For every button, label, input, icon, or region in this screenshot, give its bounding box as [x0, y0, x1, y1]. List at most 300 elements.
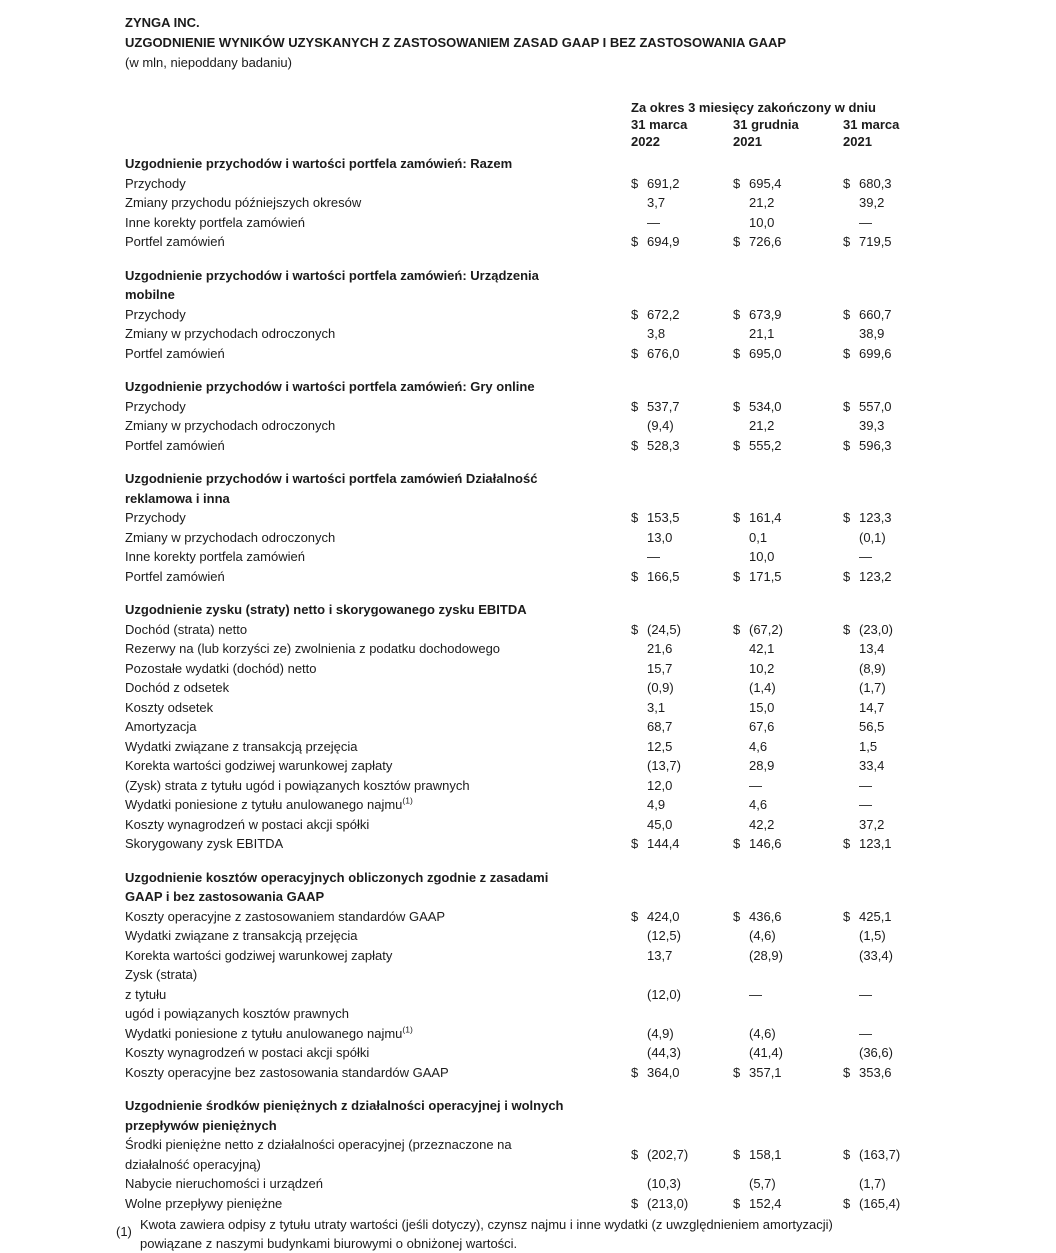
row-label-line: [125, 776, 631, 796]
footnote-text: [140, 1215, 833, 1253]
table-row: [125, 659, 1056, 679]
value-text: 12,0: [647, 777, 673, 793]
value-cell: [843, 620, 943, 640]
value-text: 528,3: [647, 437, 680, 453]
dollar-sign: $: [843, 345, 851, 361]
column-date-headers: [631, 116, 1056, 150]
dollar-sign: [631, 815, 647, 835]
dollar-sign: $: [631, 510, 639, 525]
table-row: [125, 756, 1056, 776]
value-cell: [843, 508, 943, 528]
value-cell: [733, 397, 843, 417]
dollar-sign: $: [843, 510, 851, 525]
row-label: [125, 213, 631, 233]
column-header-3: [843, 116, 943, 150]
value-text: 0,1: [749, 529, 768, 545]
value-cell: [631, 1024, 733, 1044]
table-row: [125, 907, 1056, 927]
column-header-3-line1: 31 marca: [843, 117, 900, 132]
row-label-text: Portfel zamówień: [125, 234, 225, 249]
table-row: [125, 528, 1056, 548]
row-label-text: Skorygowany zysk EBITDA: [125, 836, 284, 851]
value-text: 424,0: [647, 908, 680, 924]
dollar-sign: [733, 193, 749, 213]
dollar-sign: [843, 926, 859, 946]
row-label-line: [125, 1155, 631, 1175]
dollar-sign: $: [631, 908, 639, 924]
row-label-line: [125, 985, 631, 1005]
dollar-sign: [843, 416, 859, 436]
dollar-sign: $: [631, 345, 639, 361]
dollar-sign: $: [733, 1146, 741, 1162]
value-cell: [843, 547, 943, 567]
row-label: [125, 946, 631, 966]
value-cell: [733, 305, 843, 325]
dollar-sign: [843, 698, 859, 718]
value-text: —: [859, 549, 872, 564]
value-text: 21,6: [647, 641, 673, 656]
value-cell: [631, 907, 733, 927]
dollar-sign: [631, 1024, 647, 1044]
value-cell: [631, 678, 733, 698]
value-cell: [733, 1024, 843, 1044]
value-text: (9,4): [647, 418, 674, 433]
value-cell: [843, 698, 943, 718]
value-cell: [733, 436, 843, 456]
row-label-line: [125, 547, 631, 567]
row-label-text: Dochód z odsetek: [125, 680, 230, 695]
section-title-line: reklamowa i inna: [125, 490, 230, 506]
value-cell: [843, 305, 943, 325]
value-cell: [631, 174, 733, 194]
column-header-2: [733, 116, 843, 150]
row-label-text: Portfel zamówień: [125, 568, 225, 584]
value-text: 68,7: [647, 719, 673, 734]
row-label-text: Zmiany w przychodach odroczonych: [125, 529, 336, 545]
row-label-text: Amortyzacja: [125, 719, 197, 734]
value-text: (202,7): [647, 1146, 689, 1162]
value-text: 364,0: [647, 1064, 680, 1080]
dollar-sign: [843, 324, 859, 344]
footnote-ref: (1): [402, 1024, 413, 1035]
value-text: 123,2: [859, 568, 892, 584]
dollar-sign: $: [631, 1195, 639, 1211]
value-text: —: [749, 986, 762, 1002]
row-label-text: Korekta wartości godziwej warunkowej zapłaty: [125, 947, 393, 963]
row-label-line: [125, 756, 631, 776]
value-cell: [733, 547, 843, 567]
value-text: (165,4): [859, 1195, 901, 1211]
value-cell: [843, 1063, 943, 1083]
value-text: 534,0: [749, 398, 782, 414]
row-label-text: działalność operacyjną): [125, 1156, 261, 1172]
value-text: (36,6): [859, 1045, 893, 1060]
table-row: [125, 639, 1056, 659]
row-label: [125, 776, 631, 796]
dollar-sign: [733, 985, 749, 1005]
value-text: (67,2): [749, 621, 783, 637]
row-label: [125, 756, 631, 776]
table-row: [125, 547, 1056, 567]
dollar-sign: $: [631, 398, 639, 414]
value-text: 123,3: [859, 510, 892, 525]
dollar-sign: [843, 717, 859, 737]
table-row: [125, 776, 1056, 796]
row-label-line: [125, 397, 631, 417]
dollar-sign: [843, 985, 859, 1005]
value-text: (8,9): [859, 660, 886, 676]
value-cell: [631, 1174, 733, 1194]
row-label-line: [125, 815, 631, 835]
dollar-sign: [631, 1174, 647, 1194]
dollar-sign: [631, 528, 647, 548]
value-cell: [843, 678, 943, 698]
dollar-sign: $: [631, 1146, 639, 1162]
dollar-sign: [843, 193, 859, 213]
value-cell: [733, 907, 843, 927]
value-text: (10,3): [647, 1176, 681, 1191]
value-cell: [733, 416, 843, 436]
value-text: 153,5: [647, 510, 680, 525]
value-cell: [631, 815, 733, 835]
value-text: 660,7: [859, 306, 892, 322]
dollar-sign: [843, 815, 859, 835]
table-row: [125, 834, 1056, 854]
value-text: 67,6: [749, 719, 775, 734]
value-text: 596,3: [859, 437, 892, 453]
dollar-sign: $: [733, 398, 741, 414]
dollar-sign: $: [631, 306, 639, 322]
row-label-line: [125, 659, 631, 679]
value-text: (41,4): [749, 1045, 783, 1060]
row-label: [125, 547, 631, 567]
row-label-line: [125, 620, 631, 640]
table-section: [125, 469, 1056, 586]
value-cell: [631, 1043, 733, 1063]
dollar-sign: [843, 678, 859, 698]
row-label-line: [125, 508, 631, 528]
value-text: (213,0): [647, 1195, 689, 1211]
value-cell: [631, 324, 733, 344]
dollar-sign: $: [733, 437, 741, 453]
row-label-line: [125, 1174, 631, 1194]
value-cell: [733, 324, 843, 344]
value-cell: [843, 926, 943, 946]
table-row: [125, 698, 1056, 718]
value-cell: [631, 232, 733, 252]
value-cell: [843, 397, 943, 417]
value-cell: [843, 907, 943, 927]
value-cell: [631, 193, 733, 213]
row-label-text: Wolne przepływy pieniężne: [125, 1195, 283, 1211]
value-text: —: [749, 777, 762, 793]
value-text: —: [647, 549, 660, 564]
value-cell: [733, 1174, 843, 1194]
section-title: [125, 1096, 1056, 1135]
row-label-text: z tytułu: [125, 986, 167, 1002]
dollar-sign: [843, 1024, 859, 1044]
document-title: UZGODNIENIE WYNIKÓW UZYSKANYCH Z ZASTOSOWANIEM ZASAD GAAP I BEZ ZASTOSOWANIA GAAP: [125, 35, 787, 50]
value-text: (23,0): [859, 621, 893, 637]
row-label-text: (Zysk) strata z tytułu ugód i powiązanych kosztów prawnych: [125, 777, 470, 793]
value-text: 672,2: [647, 306, 680, 322]
row-label-text: Inne korekty portfela zamówień: [125, 549, 305, 564]
dollar-sign: [733, 1043, 749, 1063]
dollar-sign: $: [843, 621, 851, 637]
value-text: (1,7): [859, 680, 886, 695]
table-section: [125, 1096, 1056, 1213]
row-label-text: Zmiany przychodu późniejszych okresów: [125, 195, 362, 210]
table-row: [125, 620, 1056, 640]
value-cell: [733, 1043, 843, 1063]
value-text: (4,9): [647, 1025, 674, 1041]
column-header-1-line1: 31 marca: [631, 117, 688, 132]
row-label: [125, 678, 631, 698]
value-cell: [631, 436, 733, 456]
value-cell: [631, 737, 733, 757]
value-cell: [843, 1145, 943, 1165]
value-text: 557,0: [859, 398, 892, 414]
row-label-text: Zysk (strata): [125, 967, 198, 982]
dollar-sign: [733, 946, 749, 966]
dollar-sign: [631, 776, 647, 796]
value-text: 353,6: [859, 1064, 892, 1080]
value-text: 161,4: [749, 510, 782, 525]
dollar-sign: $: [843, 1195, 851, 1211]
dollar-sign: $: [733, 306, 741, 322]
dollar-sign: [843, 1174, 859, 1194]
row-label-line: [125, 416, 631, 436]
row-label-text: Przychody: [125, 175, 186, 191]
section-title: [125, 377, 1056, 397]
dollar-sign: [843, 737, 859, 757]
value-text: 28,9: [749, 758, 775, 773]
value-cell: [631, 397, 733, 417]
row-label: [125, 416, 631, 436]
dollar-sign: [631, 193, 647, 213]
row-label-line: [125, 305, 631, 325]
value-text: 21,2: [749, 418, 775, 433]
dollar-sign: $: [733, 345, 741, 361]
value-cell: [631, 985, 733, 1005]
row-label: [125, 620, 631, 640]
table-body: [125, 154, 1056, 1213]
table-row: [125, 232, 1056, 252]
value-cell: [733, 508, 843, 528]
dollar-sign: [631, 985, 647, 1005]
dollar-sign: [843, 639, 859, 659]
section-title: [125, 469, 1056, 508]
value-cell: [631, 305, 733, 325]
value-cell: [843, 946, 943, 966]
value-text: 691,2: [647, 175, 680, 191]
row-label-line: [125, 717, 631, 737]
value-cell: [843, 232, 943, 252]
section-title-line: Uzgodnienie przychodów i wartości portfela zamówień: Gry online: [125, 379, 535, 394]
table-row: [125, 1194, 1056, 1214]
value-text: 171,5: [749, 568, 782, 584]
value-text: 37,2: [859, 816, 885, 832]
dollar-sign: [631, 737, 647, 757]
value-cell: [843, 776, 943, 796]
value-text: 21,1: [749, 326, 775, 341]
dollar-sign: $: [843, 568, 851, 584]
value-text: (5,7): [749, 1176, 776, 1191]
row-label-line: [125, 1135, 631, 1155]
dollar-sign: [733, 795, 749, 815]
value-text: 144,4: [647, 836, 680, 851]
table-row: [125, 436, 1056, 456]
dollar-sign: $: [631, 836, 639, 851]
table-row: [125, 926, 1056, 946]
value-text: 726,6: [749, 234, 782, 249]
value-cell: [631, 756, 733, 776]
row-label: [125, 639, 631, 659]
value-cell: [631, 659, 733, 679]
dollar-sign: [631, 678, 647, 698]
value-text: 56,5: [859, 719, 885, 734]
dollar-sign: $: [843, 234, 851, 249]
period-header: Za okres 3 miesięcy zakończony w dniu: [631, 100, 876, 115]
value-cell: [631, 547, 733, 567]
row-label-line: [125, 678, 631, 698]
row-label-line: [125, 1194, 631, 1214]
dollar-sign: [733, 213, 749, 233]
table-row: [125, 416, 1056, 436]
dollar-sign: [631, 946, 647, 966]
table-row: [125, 965, 1056, 1024]
value-text: 699,6: [859, 345, 892, 361]
row-label: [125, 717, 631, 737]
table-row: [125, 397, 1056, 417]
value-cell: [843, 193, 943, 213]
column-header-2-line1: 31 grudnia: [733, 117, 799, 132]
dollar-sign: [631, 926, 647, 946]
value-cell: [631, 639, 733, 659]
value-cell: [733, 659, 843, 679]
value-cell: [843, 756, 943, 776]
value-cell: [843, 436, 943, 456]
dollar-sign: [843, 547, 859, 567]
value-cell: [631, 834, 733, 854]
row-label-text: Wydatki poniesione z tytułu anulowanego najmu: [125, 797, 403, 812]
row-label-text: Nabycie nieruchomości i urządzeń: [125, 1176, 323, 1191]
value-text: 425,1: [859, 908, 892, 924]
value-text: (1,7): [859, 1176, 886, 1191]
row-label: [125, 737, 631, 757]
value-cell: [631, 776, 733, 796]
footnote-line: powiązane z naszymi budynkami biurowymi o obniżonej wartości.: [140, 1236, 518, 1251]
value-text: 694,9: [647, 234, 680, 249]
value-cell: [733, 834, 843, 854]
row-label: [125, 528, 631, 548]
table-row: [125, 305, 1056, 325]
value-cell: [631, 528, 733, 548]
row-label-text: Przychody: [125, 398, 186, 414]
section-title: [125, 154, 1056, 174]
row-label-text: Inne korekty portfela zamówień: [125, 214, 305, 230]
section-title-line: Uzgodnienie przychodów i wartości portfela zamówień: Razem: [125, 156, 513, 171]
value-cell: [631, 1063, 733, 1083]
value-cell: [631, 717, 733, 737]
table-section: [125, 868, 1056, 1083]
value-text: 45,0: [647, 816, 673, 832]
dollar-sign: [631, 547, 647, 567]
value-text: (163,7): [859, 1146, 901, 1162]
dollar-sign: [733, 528, 749, 548]
company-name: ZYNGA INC.: [125, 15, 200, 30]
table-section: [125, 154, 1056, 252]
dollar-sign: $: [631, 234, 639, 249]
value-text: 4,6: [749, 738, 768, 754]
value-text: 1,5: [859, 738, 878, 754]
value-text: 695,0: [749, 345, 782, 361]
row-label-text: Koszty wynagrodzeń w postaci akcji spółki: [125, 1045, 370, 1060]
row-label-line: [125, 1063, 631, 1083]
value-text: —: [859, 1025, 872, 1041]
table-row: [125, 508, 1056, 528]
value-cell: [843, 834, 943, 854]
dollar-sign: $: [631, 1064, 639, 1080]
row-label-line: [125, 1043, 631, 1063]
value-text: —: [859, 214, 872, 230]
table-row: [125, 678, 1056, 698]
footnote: [116, 1215, 1046, 1253]
value-text: (44,3): [647, 1045, 681, 1060]
table-section: [125, 377, 1056, 455]
row-label-line: [125, 926, 631, 946]
dollar-sign: $: [843, 1064, 851, 1080]
value-text: 4,9: [647, 797, 666, 812]
row-label: [125, 1135, 631, 1174]
dollar-sign: [631, 698, 647, 718]
value-cell: [843, 174, 943, 194]
value-text: 673,9: [749, 306, 782, 322]
value-text: 15,7: [647, 660, 673, 676]
value-cell: [843, 1194, 943, 1214]
row-label: [125, 1043, 631, 1063]
value-text: 436,6: [749, 908, 782, 924]
section-title: [125, 868, 1056, 907]
value-text: 152,4: [749, 1195, 782, 1211]
dollar-sign: [631, 1043, 647, 1063]
dollar-sign: [631, 416, 647, 436]
row-label-line: [125, 698, 631, 718]
value-text: 12,5: [647, 738, 673, 754]
value-text: 719,5: [859, 234, 892, 249]
document-subtitle: (w mln, niepoddany badaniu): [125, 55, 292, 70]
section-title: [125, 266, 1056, 305]
value-cell: [843, 659, 943, 679]
dollar-sign: [843, 528, 859, 548]
value-text: (12,0): [647, 986, 681, 1002]
value-text: 3,7: [647, 195, 666, 210]
value-text: (12,5): [647, 928, 681, 943]
value-text: 537,7: [647, 398, 680, 414]
dollar-sign: $: [733, 175, 741, 191]
dollar-sign: [843, 213, 859, 233]
row-label-line: [125, 344, 631, 364]
value-cell: [843, 416, 943, 436]
row-label-text: ugód i powiązanych kosztów prawnych: [125, 1006, 350, 1021]
dollar-sign: $: [733, 510, 741, 525]
table-row: [125, 567, 1056, 587]
dollar-sign: $: [733, 1195, 741, 1211]
value-cell: [733, 717, 843, 737]
dollar-sign: $: [843, 437, 851, 453]
dollar-sign: $: [843, 908, 851, 924]
value-cell: [733, 737, 843, 757]
